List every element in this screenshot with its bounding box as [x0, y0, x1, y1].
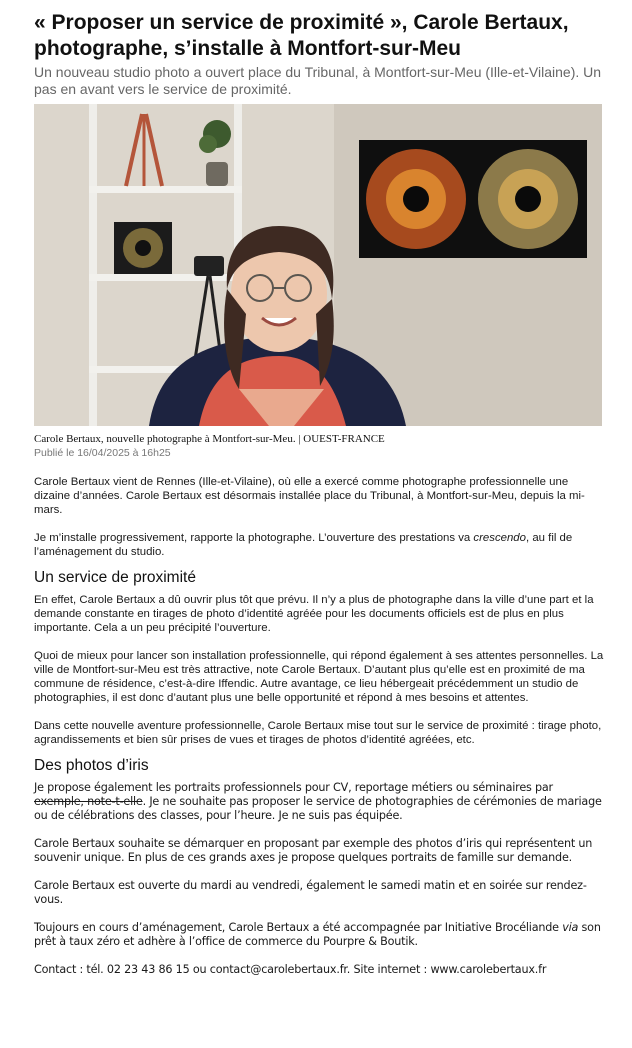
- photo-caption: Carole Bertaux, nouvelle photographe à Montfort-sur-Meu. | OUEST-FRANCE: [34, 433, 385, 445]
- paragraph-portraits: Je propose également les portraits professionnels pour CV, reportage métiers ou séminaires par exemple, note-t-elle. Je ne souhaite pas proposer le service de photographies de cérémonies de mariage ou de célébrations des classes, pour l’heure. Je ne suis pas équipée.: [34, 781, 602, 822]
- paragraph-intro: Carole Bertaux vient de Rennes (Ille-et-Vilaine), où elle a exercé comme photographe professionnelle une dizaine d’années. Carole Bertaux est désormais installée place du Tribunal, à Montfort-sur-Meu, depuis la mi-mars.: [34, 476, 585, 516]
- paragraph-installation: Quoi de mieux pour lancer son installation professionnelle, qui répond également à ses attentes personnelles. La ville de Montfort-sur-Meu est très attractive, note Carole Bertaux. D’autant plus qu’elle est en proximité de ma commune de résidence, c’est-à-dire Iffendic. Autre avantage, ce lieu hébergeait précédemment un studio de photographies, il est donc d’autant plus une belle opportunité et répond à mes besoins et attentes.: [34, 650, 604, 704]
- paragraph-services: Dans cette nouvelle aventure professionnelle, Carole Bertaux mise tout sur le service de proximité : tirage photo, agrandissements et bien sûr prises de vues et tirages de photos d’identité agréées, etc.: [34, 720, 602, 746]
- article-lede: Un nouveau studio photo a ouvert place du Tribunal, à Montfort-sur-Meu (Ille-et-Vilaine). Un pas en avant vers le service de proximité.: [34, 64, 602, 97]
- article-header: [34, 10, 614, 98]
- subheading-photos-iris: Des photos d’iris: [34, 757, 149, 774]
- portrait-photo-illustration: [34, 104, 602, 426]
- paragraph-iris: Carole Bertaux souhaite se démarquer en proposant par exemple des photos d’iris qui représentent un souvenir unique. En plus de ces grands axes je propose quelques portraits de famille sur demande.: [34, 837, 593, 864]
- paragraph-quote-progressive: Je m’installe progressivement, rapporte la photographe. L’ouverture des prestations va crescendo, au fil de l’aménagement du studio.: [34, 532, 573, 558]
- paragraph-early-opening: En effet, Carole Bertaux a dû ouvrir plus tôt que prévu. Il n’y a plus de photographe dans la ville d’une part et la demande constante en tirages de photo d’identité agréée pour les documents officiels est de plus en plus importante. Cela a un peu précipité l’ouverture.: [34, 594, 594, 634]
- subheading-service-proximite: Un service de proximité: [34, 569, 196, 586]
- article-body: [34, 475, 606, 991]
- paragraph-contact: Contact : tél. 02 23 43 86 15 ou contact@carolebertaux.fr. Site internet : www.carolebertaux.fr: [34, 963, 547, 976]
- paragraph-hours: Carole Bertaux est ouverte du mardi au vendredi, également le samedi matin et en soirée sur rendez-vous.: [34, 879, 587, 906]
- article-title: « Proposer un service de proximité », Carole Bertaux, photographe, s’installe à Montfort-sur-Meu: [34, 11, 569, 60]
- publication-date: Publié le 16/04/2025 à 16h25: [34, 447, 171, 459]
- article-photo: [34, 104, 602, 426]
- paragraph-initiative: Toujours en cours d’aménagement, Carole Bertaux a été accompagnée par Initiative Brocéliande via son prêt à taux zéro et adhère à l’office de commerce du Pourpre & Boutik.: [34, 921, 601, 948]
